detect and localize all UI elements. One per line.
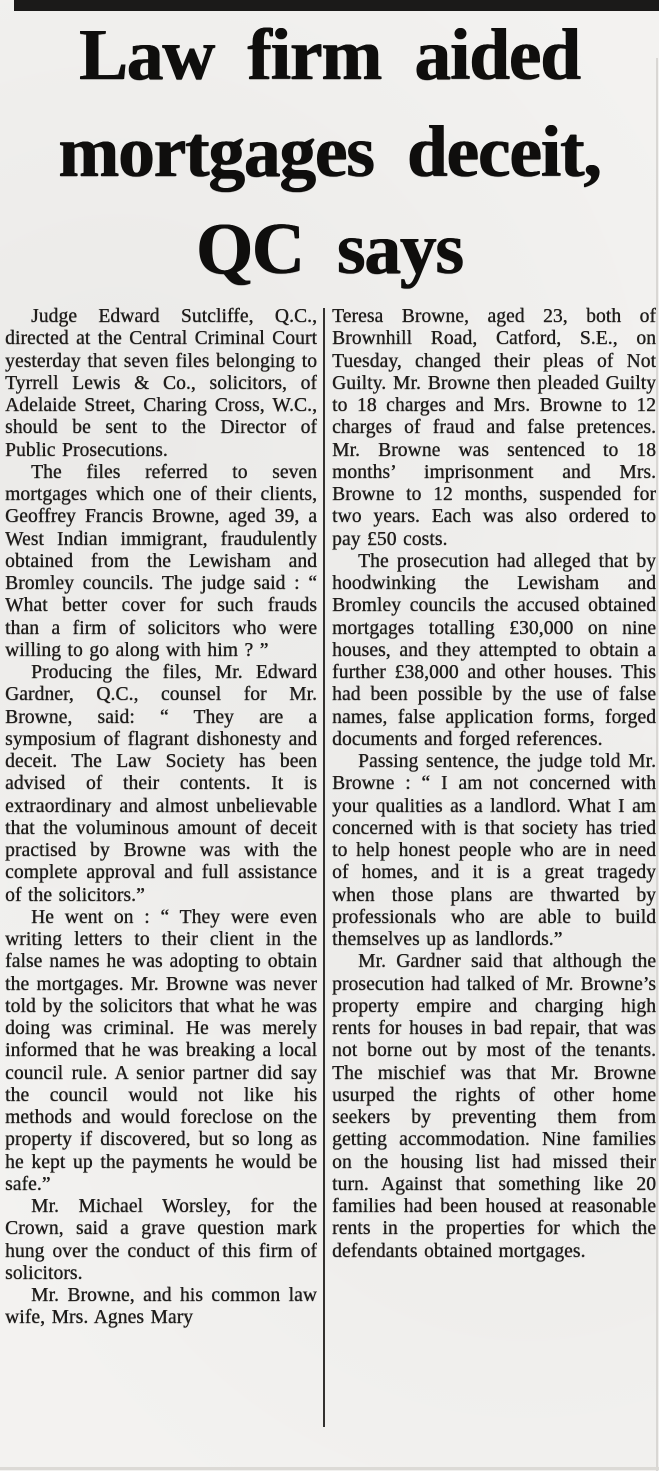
scan-bottom-edge-line [0, 1467, 659, 1470]
column-divider-rule [323, 308, 325, 1427]
paragraph-browne-common-law-wife: Mr. Browne, and his common law wife, Mrs. Agnes Mary [5, 1285, 317, 1329]
article-headline [0, 6, 659, 297]
paragraph-worsley-crown: Mr. Michael Worsley, for the Crown, said a grave question mark hung over the conduct of this firm of solicitors. [5, 1196, 317, 1284]
paragraph-prosecution-alleged: The prosecution had alleged that by hoodwinking the Lewisham and Bromley councils the accused obtained mortgages totalling £30,000 on nine houses, and they attempted to obtain a further £38,000 and other houses. This had been possible by the use of false names, false application forms, forged documents and forged references. [332, 550, 656, 750]
paragraph-he-went-on: He went on : “ They were even writing letters to their client in the false names he was adopting to obtain the mortgages. Mr. Browne was never told by the solicitors that what he was doing was criminal. He was merely informed that he was breaking a local council rule. A senior partner did say the council would not like his methods and would foreclose on the property if discovered, but so long as he kept up the payments he would be safe.” [5, 906, 317, 1195]
paragraph-passing-sentence: Passing sentence, the judge told Mr. Browne : “ I am not concerned with your qualities as a landlord. What I am concerned with is that society has tried to help honest people who are in need of homes, and it is a great tragedy when those plans are thwarted by professionals who are able to build themselves up as landlords.” [332, 751, 656, 950]
paragraph-teresa-browne-continuation: Teresa Browne, aged 23, both of Brownhill Road, Catford, S.E., on Tuesday, changed their pleas of Not Guilty. Mr. Browne then pleaded Guilty to 18 charges and Mrs. Browne to 12 charges of fraud and false pretences. Mr. Browne was sentenced to 18 months’ imprisonment and Mrs. Browne to 12 months, suspended for two years. Each was also ordered to pay £50 costs. [332, 306, 656, 550]
headline-line-2: mortgages deceit, [58, 111, 601, 192]
scan-right-edge-line [656, 58, 658, 1471]
headline-line-3: QC says [196, 208, 463, 289]
headline-line-1: Law firm aided [79, 14, 580, 95]
paragraph-producing-files: Producing the files, Mr. Edward Gardner, Q.C., counsel for Mr. Browne, said: “ They are a symposium of flagrant dishonesty and deceit. The Law Society has been advised of their contents. It is extraordinary and almost unbelievable that the voluminous amount of deceit practised by Browne was with the complete approval and full assistance of the solicitors.” [5, 662, 317, 906]
paragraph-judge-directed: Judge Edward Sutcliffe, Q.C., directed at the Central Criminal Court yesterday that seven files belonging to Tyrrell Lewis & Co., solicitors, of Adelaide Street, Charing Cross, W.C., should be sent to the Director of Public Prosecutions. [5, 306, 317, 461]
article-body [5, 306, 656, 1465]
left-column [5, 306, 317, 1465]
paragraph-files-referred: The files referred to seven mortgages which one of their clients, Geoffrey Francis Browne, aged 39, a West Indian immigrant, fraudulently obtained from the Lewisham and Bromley councils. The judge said : “ What better cover for such frauds than a firm of solicitors who were willing to go along with him ? ” [5, 461, 317, 661]
right-column [332, 306, 656, 1465]
paragraph-gardner-said: Mr. Gardner said that although the prosecution had talked of Mr. Browne’s property empire and charging high rents for houses in bad repair, that was not borne out by most of the tenants. The mischief was that Mr. Browne usurped the rights of other home seekers by preventing them from getting accommodation. Nine families on the housing list had missed their turn. Against that something like 20 families had been housed at reasonable rents in the properties for which the defendants obtained mortgages. [332, 951, 656, 1262]
